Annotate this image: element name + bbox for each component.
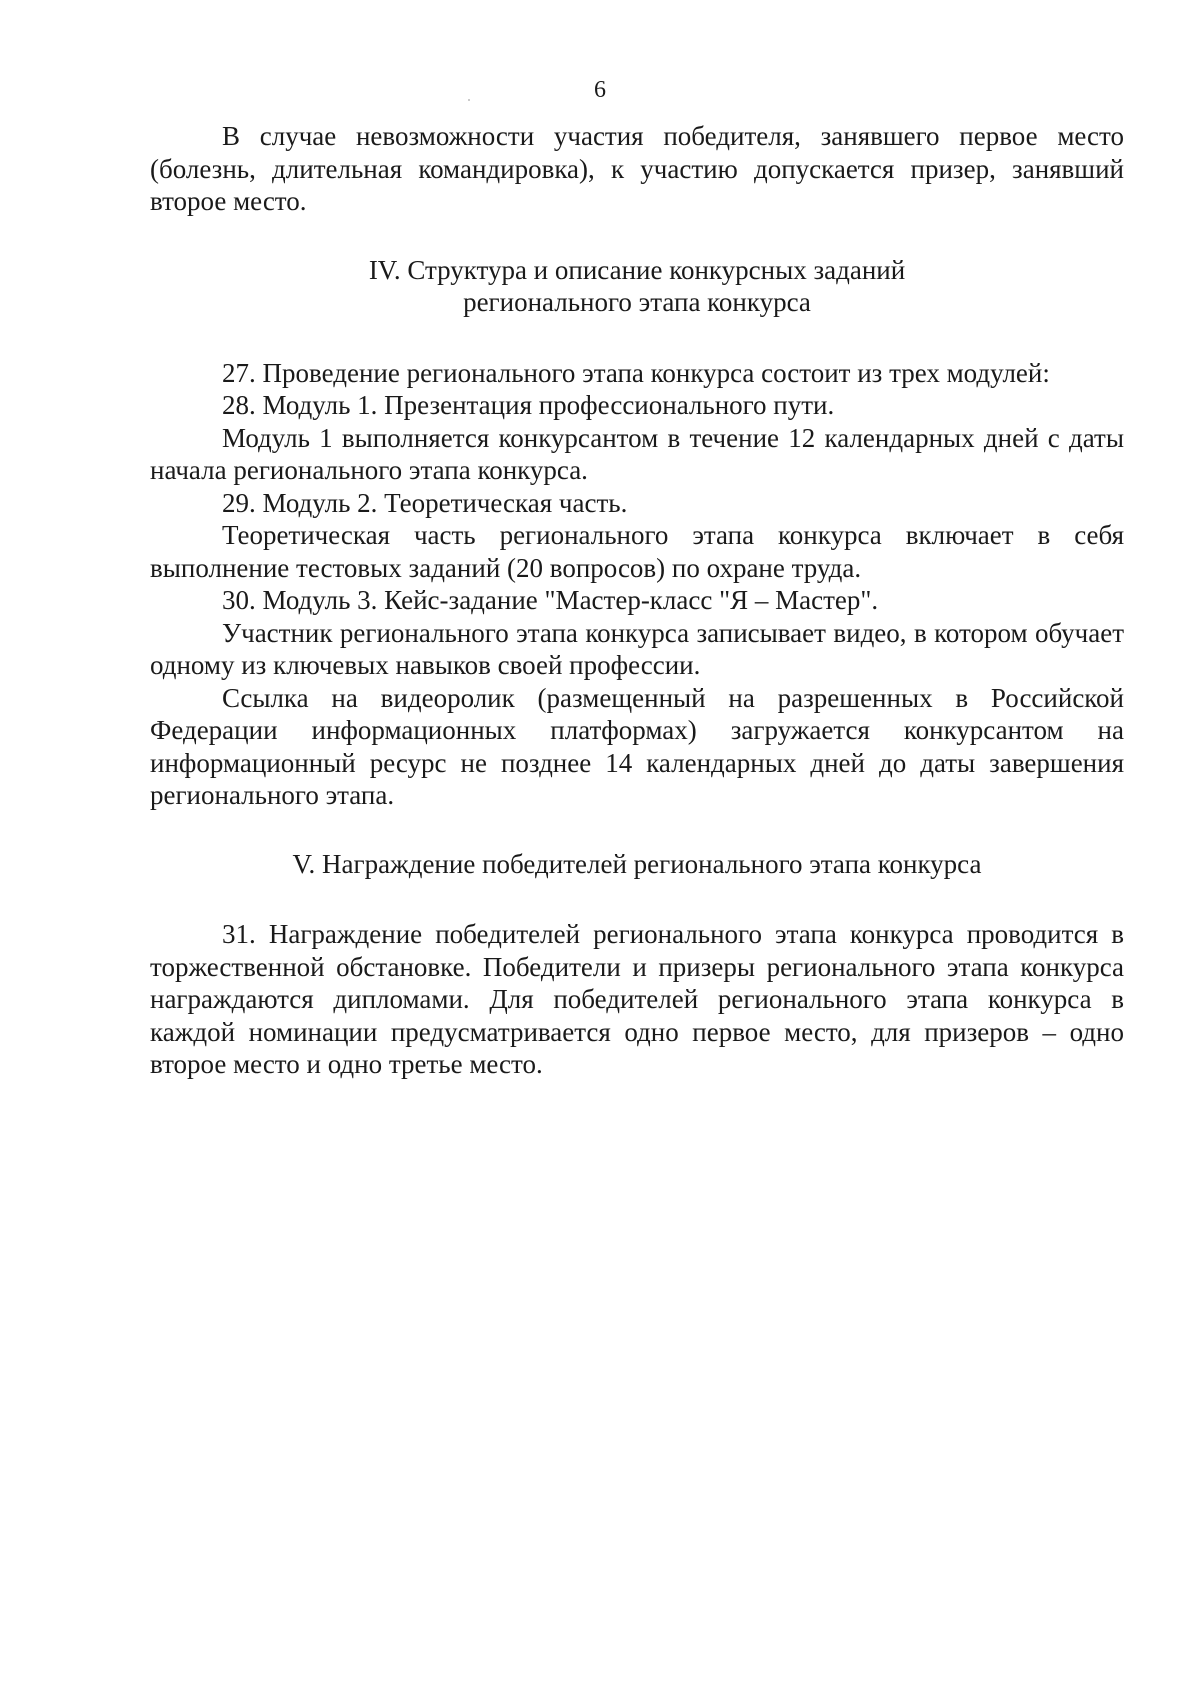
section-5-title: V. Награждение победителей регионального этапа конкурса [292,848,982,879]
document-body [150,120,1124,1081]
section-4-title-line-1: IV. Структура и описание конкурсных заданий [368,254,906,285]
section-5-heading [150,848,1124,881]
paragraph-28: 28. Модуль 1. Презентация профессионального пути. [222,390,835,420]
section-5-body [150,918,1124,1081]
paragraph-video: Участник регионального этапа конкурса записывает видео, в котором обучает одному из ключевых навыков своей профессии. [150,617,1124,680]
paragraph-31: 31. Награждение победителей регионального этапа конкурса проводится в торжественной обстановке. Победители и призеры регионального этапа конкурса награждаются дипломами. Для победителей регионального этапа конкурса в каждой номинации предусматривается одно первое место, для призеров – одно второе место и одно третье место. [150,919,1124,1079]
paragraph-27: 27. Проведение регионального этапа конкурса состоит из трех модулей: [222,357,1050,388]
page-number: 6 [594,77,606,103]
paragraph-29: 29. Модуль 2. Теоретическая часть. [222,487,628,518]
paragraph-module-1: Модуль 1 выполняется конкурсантом в течение 12 календарных дней с даты начала регионального этапа конкурса. [150,422,1124,485]
section-4-heading [150,254,1124,319]
section-4-body [150,357,1124,812]
paragraph-30: 30. Модуль 3. Кейс-задание "Мастер-класс "Я – Мастер". [222,585,879,615]
intro-paragraph: В случае невозможности участия победителя, занявшего первое место (болезнь, длительная командировка), к участию допускается призер, занявший второе место. [150,121,1124,216]
scan-speck [468,99,470,101]
paragraph-theory: Теоретическая часть регионального этапа конкурса включает в себя выполнение тестовых заданий (20 вопросов) по охране труда. [150,520,1124,583]
paragraph-link: Ссылка на видеоролик (размещенный на разрешенных в Российской Федерации информационных платформах) загружается конкурсантом на информационный ресурс не позднее 14 календарных дней до даты завершения регионального этапа. [150,682,1124,810]
section-4-title-line-2: регионального этапа конкурса [463,287,811,317]
